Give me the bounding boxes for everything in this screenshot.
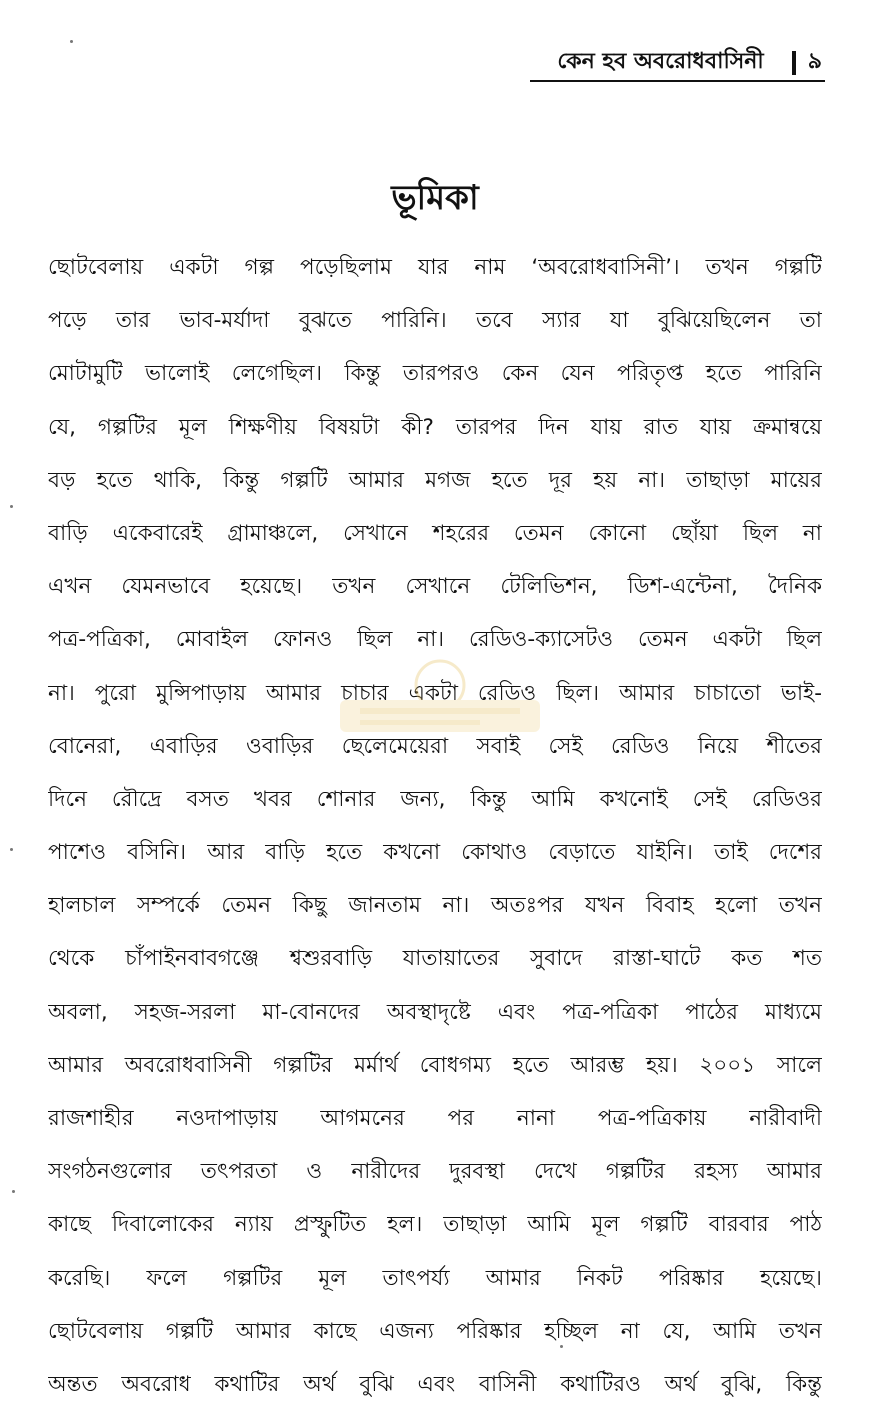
body-line: করেছি। ফলে গল্পটির মূল তাৎপর্য্য আমার নিকট পরিষ্কার হয়েছে। xyxy=(48,1265,822,1291)
scan-speck xyxy=(10,848,13,851)
body-line: এখন যেমনভাবে হয়েছে। তখন সেখানে টেলিভিশন, ডিশ-এন্টেনা, দৈনিক xyxy=(48,574,822,600)
body-line: থেকে চাঁপাইনবাবগঞ্জে শ্বশুরবাড়ি যাতায়াতের সুবাদে রাস্তা-ঘাটে কত শত xyxy=(48,946,822,972)
header-rule xyxy=(530,80,825,82)
running-header xyxy=(557,44,822,81)
body-line: বাড়ি একেবারেই গ্রামাঞ্চলে, সেখানে শহরের তেমন কোনো ছোঁয়া ছিল না xyxy=(48,520,822,546)
body-line: সংগঠনগুলোর তৎপরতা ও নারীদের দুরবস্থা দেখে গল্পটির রহস্য আমার xyxy=(48,1159,822,1185)
body-line: পত্র-পত্রিকা, মোবাইল ফোনও ছিল না। রেডিও-ক্যাসেটও তেমন একটা ছিল xyxy=(48,627,822,653)
body-line: রাজশাহীর নওদাপাড়ায় আগমনের পর নানা পত্র-পত্রিকায় নারীবাদী xyxy=(48,1106,822,1131)
scan-speck xyxy=(560,1345,563,1348)
body-text xyxy=(48,244,822,1414)
body-line: অন্তত অবরোধ কথাটির অর্থ বুঝি এবং বাসিনী কথাটিরও অর্থ বুঝি, কিন্তু xyxy=(48,1371,822,1397)
scan-speck xyxy=(70,40,73,43)
body-line: দিনে রৌদ্রে বসত খবর শোনার জন্য, কিন্তু আমি কখনোই সেই রেডিওর xyxy=(48,786,822,812)
body-line: যে, গল্পটির মূল শিক্ষণীয় বিষয়টা কী? তারপর দিন যায় রাত যায় ক্রমান্বয়ে xyxy=(48,414,822,440)
running-title: কেন হব অবরোধবাসিনী xyxy=(557,49,764,74)
scan-speck xyxy=(10,505,13,508)
body-line: পাশেও বসিনি। আর বাড়ি হতে কখনো কোথাও বেড়াতে যাইনি। তাই দেশের xyxy=(48,840,822,866)
scan-speck xyxy=(12,1190,15,1193)
body-line: ছোটবেলায় একটা গল্প পড়েছিলাম যার নাম ‘অবরোধবাসিনী’। তখন গল্পটি xyxy=(48,255,822,280)
header-separator xyxy=(792,51,796,75)
body-line: না। পুরো মুন্সিপাড়ায় আমার চাচার একটা রেডিও ছিল। আমার চাচাতো ভাই- xyxy=(48,680,822,706)
body-line: বড় হতে থাকি, কিন্তু গল্পটি আমার মগজ হতে দূর হয় না। তাছাড়া মায়ের xyxy=(48,467,822,493)
body-line: আমার অবরোধবাসিনী গল্পটির মর্মার্থ বোধগম্য হতে আরম্ভ হয়। ২০০১ সালে xyxy=(48,1052,822,1078)
body-line: ছোটবেলায় গল্পটি আমার কাছে এজন্য পরিষ্কার হচ্ছিল না যে, আমি তখন xyxy=(48,1318,822,1344)
body-line: অবলা, সহজ-সরলা মা-বোনদের অবস্থাদৃষ্টে এবং পত্র-পত্রিকা পাঠের মাধ্যমে xyxy=(48,999,822,1025)
body-line: হালচাল সম্পর্কে তেমন কিছু জানতাম না। অতঃপর যখন বিবাহ হলো তখন xyxy=(48,893,822,919)
body-line: বোনেরা, এবাড়ির ওবাড়ির ছেলেমেয়েরা সবাই সেই রেডিও নিয়ে শীতের xyxy=(48,733,822,759)
page-number: ৯ xyxy=(807,49,822,74)
body-line: মোটামুটি ভালোই লেগেছিল। কিন্তু তারপরও কেন যেন পরিতৃপ্ত হতে পারিনি xyxy=(48,361,822,387)
body-line: পড়ে তার ভাব-মর্যাদা বুঝতে পারিনি। তবে স্যার যা বুঝিয়েছিলেন তা xyxy=(48,308,822,334)
body-line: কাছে দিবালোকের ন্যায় প্রস্ফুটিত হল। তাছাড়া আমি মূল গল্পটি বারবার পাঠ xyxy=(48,1212,822,1238)
chapter-title: ভূমিকা xyxy=(391,178,479,218)
